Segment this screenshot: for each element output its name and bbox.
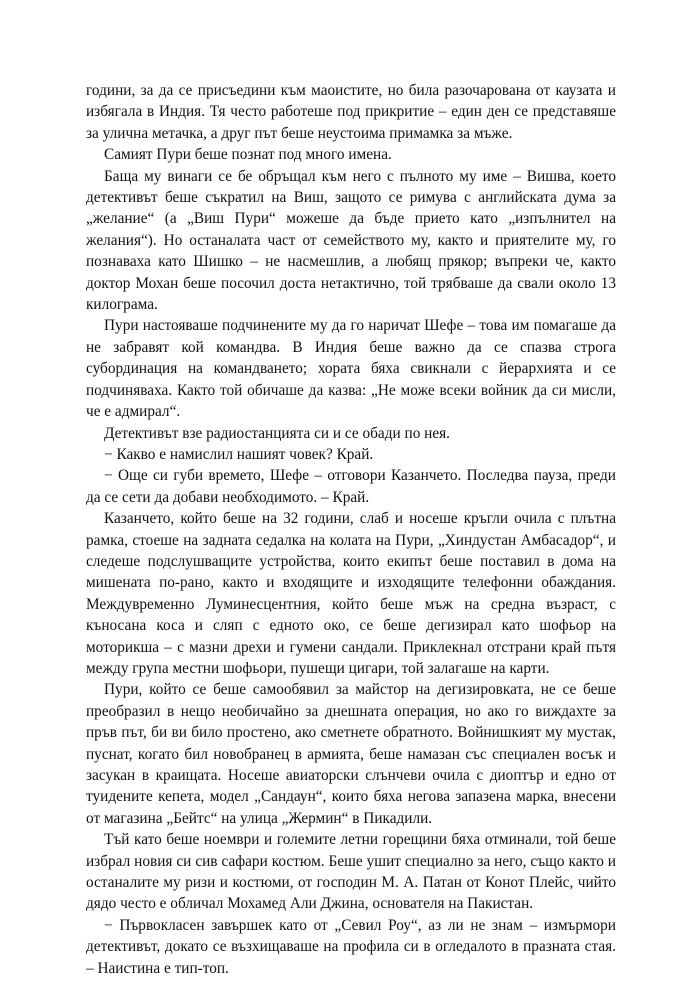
paragraph: Казанчето, който беше на 32 години, слаб и носеше кръгли очила с плътна рамка, стоеше на задната седалка на колата на Пури, „Хиндустан Амбасадор“, и следеше подслушващите устройства, които екипът беше поставил в дома на мишената по-рано, както и входящите и изходящите телефонни обаждания. Междувременно Луминесцентния, който беше мъж на средна възраст, с къносана коса и сляп с едното око, се беше дегизирал като шофьор на моторикша – с мазни дрехи и гумени сандали. Приклекнал отстрани край пътя между група местни шофьори, пушещи цигари, той залагаше на карти. xyxy=(86,510,616,677)
paragraph: Детективът взе радиостанцията си и се обади по нея. xyxy=(104,424,451,442)
dialogue-line: − Какво е намислил нашият човек? Край. xyxy=(104,445,374,463)
dialogue-line: − Още си губи времето, Шефе – отговори Казанчето. Последва пауза, преди да се сети да добави необходимото. – Край. xyxy=(86,467,616,506)
paragraph-continuation: години, за да се присъедини към маоистите, но била разочарована от каузата и избягала в Индия. Тя често работеше под прикритие – един ден се представяше за улична метачка, а друг път беше неустоима примамка за мъже. xyxy=(86,82,616,142)
paragraph: Тъй като беше ноември и големите летни горещини бяха отминали, той беше избрал новия си сив сафари костюм. Беше ушит специално за него, също както и останалите му ризи и костюми, от господин М. А. Патан от Конот Плейс, чийто дядо често е обличал Мохамед Али Джина, основателя на Пакистан. xyxy=(86,831,616,913)
paragraph: Баща му винаги се бе обръщал към него с пълното му име – Вишва, което детективът беше съкратил на Виш, защото се римува с английската дума за „желание“ (а „Виш Пури“ можеше да бъде прието като „изпълнител на желания“). Но останалата част от семейството му, както и приятелите му, го познаваха като Шишко – не насмешлив, а любящ прякор; въпреки че, както доктор Мохан беше посочил доста нетактично, той трябваше да свали около 13 килограма. xyxy=(86,167,616,314)
dialogue-line: − Първокласен завършек като от „Севил Роу“, аз ли не знам – измърмори детективът, докато се възхищаваше на профила си в огледалото в празната стая. – Наистина е тип-топ. xyxy=(86,916,616,977)
paragraph: Самият Пури беше познат под много имена. xyxy=(104,146,392,164)
page-body xyxy=(86,80,616,979)
paragraph: Пури, който се беше самообявил за майстор на дегизировката, не се беше преобразил в нещо необичайно за днешната операция, но ако го виждахте за пръв път, би ви било простено, ако сметнете обратното. Войнишкият му мустак, пуснат, когато бил новобранец в армията, беше намазан със специален восък и засукан в краищата. Носеше авиаторски слънчеви очила с диоптър и едно от туидените кепета, модел „Сандаун“, които бяха негова запазена марка, внесени от магазина „Бейтс“ на улица „Жермин“ в Пикадили. xyxy=(86,681,616,827)
paragraph: Пури настояваше подчинените му да го наричат Шефе – това им помагаше да не забравят кой командва. В Индия беше важно да се спазва строга субординация на командването; хората бяха свикнали с йерархията и се подчиняваха. Както той обичаше да казва: „Не може всеки войник да си мисли, че е адмирал“. xyxy=(86,317,616,421)
